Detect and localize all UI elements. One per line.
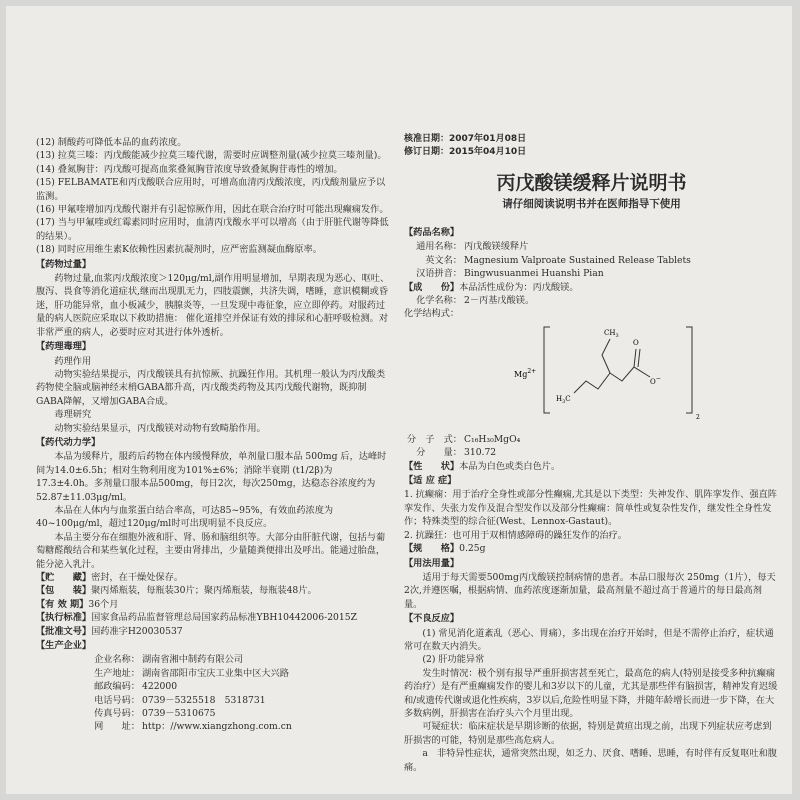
- chemical-structure-diagram: [514, 321, 714, 433]
- company-name-row: [36, 653, 391, 666]
- revision-date: 修订日期：2015年04月10日: [404, 147, 527, 157]
- standard-row: [36, 611, 391, 624]
- adverse-header: 【不良反应】: [404, 613, 460, 625]
- oxygen-anion-label: O−: [650, 374, 661, 386]
- spec-row: [404, 542, 779, 555]
- english-name-label: 英文名：: [425, 254, 462, 266]
- composition-text: 本品活性成份为：丙戊酸镁。: [459, 281, 579, 293]
- carbonyl-oxygen-label: O: [633, 338, 639, 347]
- company-postcode-label: 邮政编码：: [94, 681, 140, 693]
- ch3-top-label: $CH_3$: [604, 328, 619, 339]
- molecular-weight-row: [404, 446, 779, 459]
- toxicology-title: 毒理研究: [54, 409, 92, 421]
- company-phone-label: 电话号码：: [94, 694, 140, 706]
- ch3-left-label: $H_3C$: [556, 394, 571, 405]
- pinyin-name-label: 汉语拼音：: [416, 268, 462, 280]
- company-fax-value: 0739－5310675: [142, 708, 216, 720]
- package-label: 【包 装】: [36, 585, 92, 597]
- usage-text: 适用于每天需要500mg丙戊酸镁控制病情的患者。本品口服每次 250mg（1片），每天2次,并遵医嘱，根据病情、血药浓度逐渐加量，最高剂量不超过高于普通片的每日最高剂量。: [404, 571, 776, 610]
- composition-row: [404, 281, 779, 294]
- molecular-weight-label: 分 量：: [416, 447, 462, 459]
- toxicology-text: 动物实验结果显示，丙戊酸镁对动物有致畸胎作用。: [54, 422, 266, 434]
- structure-svg: [514, 321, 714, 433]
- oxygen-bond: [634, 367, 650, 377]
- propyl-branch: [602, 339, 610, 373]
- right-column: [404, 133, 779, 774]
- storage-row: [36, 571, 391, 584]
- approval-date: 核准日期：2007年01月08日: [404, 134, 527, 144]
- magnesium-label: $Mg^{2+}$: [514, 367, 537, 379]
- carbonyl-bond-1: [634, 349, 636, 367]
- composition-header: 【成 份】: [404, 281, 460, 293]
- left-bracket: [544, 327, 550, 413]
- generic-name-value: 丙戊酸镁缓释片: [464, 241, 529, 253]
- pharmacokinetics-text-2: 本品在人体内与血浆蛋白结合率高，可达85~95%，有效血药浓度为 40~100μg/ml，超过120μg/ml时可出现明显不良反应。: [36, 504, 334, 530]
- right-bracket: [686, 327, 692, 413]
- english-name-value: Magnesium Valproate Sustained Release Tablets: [464, 254, 691, 266]
- english-name-row: [404, 254, 779, 267]
- properties-row: [404, 460, 779, 473]
- interaction-17: (17) 当与甲氟喹或红霉素同时应用时，血清丙戊酸水平可以增高（由于肝脏代谢等降低的结果）。: [36, 217, 389, 242]
- pinyin-name-value: Bingwusuanmei Huanshi Pian: [464, 268, 604, 280]
- formula-value: C₁₆H₃₀MgO₄: [464, 433, 521, 445]
- validity-label: 【有 效 期】: [36, 598, 89, 610]
- indication-2: 2. 抗躁狂：也可用于双相情感障碍的躁狂发作的治疗。: [404, 529, 627, 541]
- standard-value: 国家食品药品监督管理总局国家药品标准YBH10442006-2015Z: [91, 612, 357, 624]
- pharmacokinetics-text-1: 本品为缓释片，服药后药物在体内缓慢释放，单剂量口服本品 500mg 后，达峰时间为14.0±6.5h；相对生物利用度为101%±6%；消除半衰期 (t1/2β)为 17.3±4.0h。多剂量口服本品500mg，每日2次，每次250mg，达稳态谷浓度约为52.87±11.03μg/ml。: [36, 451, 387, 503]
- adverse-2: 发生时情况：极个别有报导严重肝损害甚至死亡，最高危的病人(特别是接受多种抗癫痫药治疗）是有严重癫痫发作的婴儿和3岁以下的儿童，尤其是那些伴有脑损害，精神发育迟缓和/或遗传代谢或退化性疾病，3岁以后,危险性明显下降，并随年龄增长而进一步下降，在大多数病例，肝损害在治疗头六个月里出现。: [404, 667, 778, 719]
- approval-row: [36, 625, 391, 638]
- carbon-chain: [574, 367, 634, 393]
- left-column: [36, 136, 391, 734]
- adverse-3: 可疑症状：临床症状是早期诊断的依据，特别是黄疸出现之前，出现下列症状应考虑到肝损害的可能，特别是那些高危病人。: [404, 721, 772, 746]
- company-postcode-value: 422000: [142, 681, 178, 693]
- leaflet-subtitle: 请仔细阅读说明书并在医师指导下使用: [502, 198, 681, 210]
- company-address-row: [36, 667, 391, 680]
- package-value: 聚丙烯瓶装，每瓶装30片；聚丙烯瓶装，每瓶装48片。: [91, 585, 317, 597]
- validity-value: 36个月: [88, 598, 119, 610]
- adverse-4: a 非特异性症状，通常突然出现，如乏力、厌食、嗜睡、思睡，有时伴有反复呕吐和腹痛。: [404, 748, 777, 773]
- interaction-14: (14) 叠氮胸苷：丙戊酸可提高血浆叠氮胸苷浓度导致叠氮胸苷毒性的增加。: [36, 163, 343, 175]
- generic-name-label: 通用名称：: [416, 241, 462, 253]
- drug-name-header: 【药品名称】: [404, 227, 460, 238]
- company-website-value: http：//www.xiangzhong.com.cn: [142, 721, 292, 733]
- pharmacology-header: 【药理毒理】: [36, 341, 92, 353]
- leaflet-sheet: [6, 6, 792, 794]
- indications-header: 【适 应 症】: [404, 475, 457, 487]
- company-name-label: 企业名称：: [94, 654, 140, 666]
- storage-value: 密封，在干燥处保存。: [91, 572, 183, 583]
- company-postcode-row: [36, 680, 391, 693]
- interaction-13: (13) 拉莫三嗪：丙戊酸能减少拉莫三嗪代谢，需要时应调整剂量(减少拉莫三嗪剂量)。: [36, 150, 387, 162]
- pharmacokinetics-header: 【药代动力学】: [36, 436, 101, 448]
- company-fax-label: 传真号码：: [94, 708, 140, 720]
- interaction-18: (18) 同时应用维生素K依赖性因素抗凝剂时，应严密监测凝血酶原率。: [36, 244, 322, 256]
- overdose-header: 【药物过量】: [36, 258, 92, 270]
- approval-label: 【批准文号】: [36, 625, 92, 637]
- company-website-label: 网 址：: [94, 721, 140, 733]
- properties-value: 本品为白色或类白色片。: [459, 460, 561, 472]
- pharmacology-text: 动物实验结果提示，丙戊酸镁具有抗惊厥、抗躁狂作用。其机理一般认为丙戊酸类药物使全脑或脑神经末梢GABA都升高，丙戊酸类药物及其丙戊酸代谢物，既抑制GABA降解，又增加GABA合成。: [36, 368, 386, 407]
- company-address-value: 湖南省邵阳市宝庆工业集中区大兴路: [142, 667, 289, 679]
- storage-label: 【贮 藏】: [36, 572, 92, 583]
- overdose-text: 药物过量,血浆丙戊酸浓度＞120μg/ml,副作用明显增加，早期表现为恶心、呕吐、腹泻、畏食等消化道症状,继而出现肌无力，四肢震颤，共济失调，嗜睡，意识模糊或昏迷，肝功能异常，血小板减少，胰腺炎等，一旦发现中毒征象，应立即停药。对服药过量的病人医院应采取以下救助措施： 催化道排空并保证有效的排尿和心脏呼吸检测。对非常严重的病人，必要时应对其进行体外透析。: [36, 273, 390, 338]
- spec-label: 【规 格】: [404, 543, 460, 555]
- pinyin-name-row: [404, 267, 779, 280]
- package-row: [36, 584, 391, 597]
- pharmacokinetics-text-3: 本品主要分布在细胞外液和肝、肾、肠和脑组织等。大部分由肝脏代谢，包括与葡萄糖醛酸结合和某些氧化过程，主要由肾排出，少量随粪便排出及呼出。能通过胎盘，能分泌入乳汁。: [36, 531, 386, 570]
- standard-label: 【执行标准】: [36, 612, 92, 624]
- company-phone-row: [36, 694, 391, 707]
- structure-label: 化学结构式：: [404, 308, 460, 320]
- spec-value: 0.25g: [459, 543, 486, 555]
- formula-row: [404, 433, 779, 446]
- interaction-15: (15) FELBAMATE和丙戊酸联合应用时，可增高血清丙戊酸浓度，丙戊酸剂量应予以监测。: [36, 177, 386, 202]
- adverse-2-title: (2) 肝功能异常: [422, 654, 485, 666]
- company-website-row: [36, 720, 391, 733]
- chemical-name-value: 2－丙基戊酸镁。: [464, 295, 535, 307]
- company-fax-row: [36, 707, 391, 720]
- generic-name-row: [404, 240, 779, 253]
- properties-label: 【性 状】: [404, 460, 460, 472]
- chemical-name-row: [404, 294, 779, 307]
- chemical-name-label: 化学名称：: [416, 295, 462, 307]
- molecular-weight-value: 310.72: [464, 447, 497, 459]
- validity-row: [36, 598, 391, 611]
- formula-label: 分 子 式：: [406, 433, 462, 445]
- interaction-12: (12) 制酸药可降低本品的血药浓度。: [36, 137, 187, 148]
- adverse-1: (1) 常见消化道紊乱（恶心、胃痛），多出现在治疗开始时，但是不需停止治疗，症状通常可在数天内消失。: [404, 627, 774, 652]
- usage-header: 【用法用量】: [404, 557, 460, 569]
- bracket-subscript: 2: [696, 413, 700, 421]
- company-address-label: 生产地址：: [94, 667, 140, 679]
- leaflet-title: 丙戊酸镁缓释片说明书: [496, 172, 687, 194]
- approval-value: 国药准字H20030537: [91, 625, 183, 637]
- pharmacology-title: 药理作用: [54, 355, 92, 367]
- interaction-16: (16) 甲氟喹增加丙戊酸代谢并有引起惊厥作用，因此在联合治疗时可能出现癫痫发作。: [36, 204, 389, 216]
- indication-1: 1. 抗癫痫：用于治疗全身性或部分性癫痫,尤其是以下类型：失神发作、肌阵挛发作、强直阵挛发作、失张力发作及混合型发作以及部分性癫痫：简单性或复杂性发作，继发性全身性发作；特殊类型的综合征(West、Lennox-Gastaut)。: [404, 489, 777, 528]
- company-header: 【生产企业】: [36, 640, 92, 652]
- company-name-value: 湖南省湘中制药有限公司: [142, 654, 244, 666]
- carbonyl-bond-2: [638, 349, 640, 367]
- company-phone-value: 0739－5325518 5318731: [142, 694, 266, 706]
